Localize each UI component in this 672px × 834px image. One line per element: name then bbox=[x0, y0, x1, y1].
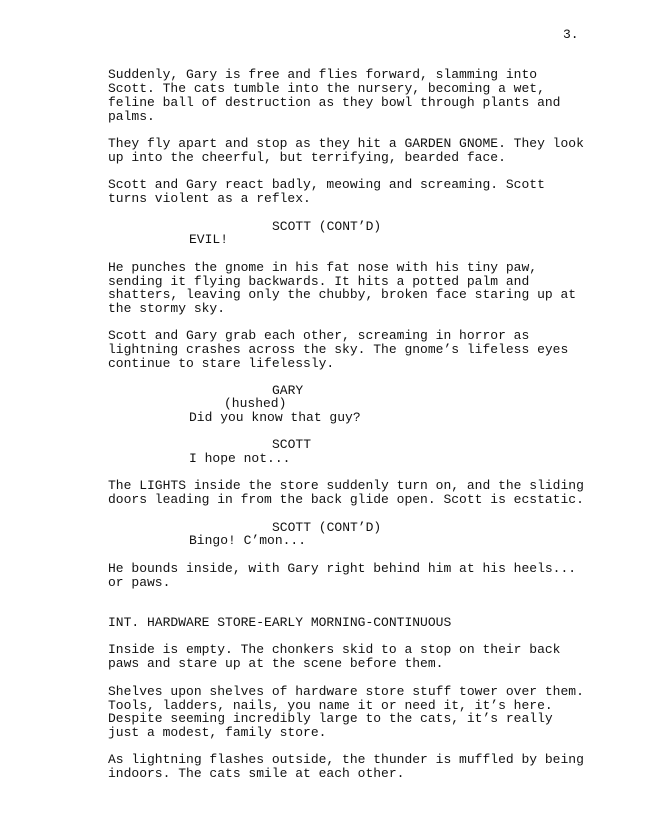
action-line: sending it flying backwards. It hits a potted palm and bbox=[108, 274, 530, 289]
action-line: palms. bbox=[108, 109, 155, 124]
action-line: He punches the gnome in his fat nose with his tiny paw, bbox=[108, 260, 538, 275]
action-line: Shelves upon shelves of hardware store stuff tower over them. bbox=[108, 684, 584, 699]
dialogue-line: I hope not... bbox=[189, 451, 291, 466]
action-line: Despite seeming incredibly large to the cats, it’s really bbox=[108, 711, 553, 726]
action-line: feline ball of destruction as they bowl through plants and bbox=[108, 95, 561, 110]
action-line: continue to stare lifelessly. bbox=[108, 356, 335, 371]
scene-heading: INT. HARDWARE STORE-EARLY MORNING-CONTINUOUS bbox=[108, 615, 452, 630]
character-cue: SCOTT bbox=[272, 437, 312, 452]
action-line: Scott and Gary grab each other, screaming in horror as bbox=[108, 328, 530, 343]
action-line: Tools, ladders, nails, you name it or need it, it’s here. bbox=[108, 698, 553, 713]
action-line: turns violent as a reflex. bbox=[108, 191, 311, 206]
action-line: indoors. The cats smile at each other. bbox=[108, 766, 405, 781]
action-line: Inside is empty. The chonkers skid to a stop on their back bbox=[108, 642, 561, 657]
character-cue: SCOTT (CONT’D) bbox=[272, 520, 382, 535]
action-line: up into the cheerful, but terrifying, bearded face. bbox=[108, 150, 506, 165]
action-line: the stormy sky. bbox=[108, 301, 226, 316]
character-cue: GARY bbox=[272, 383, 304, 398]
dialogue-line: EVIL! bbox=[189, 232, 229, 247]
action-line: paws and stare up at the scene before them. bbox=[108, 656, 444, 671]
action-line: shatters, leaving only the chubby, broken face staring up at bbox=[108, 287, 577, 302]
page-number: 3. bbox=[563, 27, 579, 42]
dialogue-line: Bingo! C’mon... bbox=[189, 533, 307, 548]
action-line: lightning crashes across the sky. The gnome’s lifeless eyes bbox=[108, 342, 569, 357]
dialogue-line: Did you know that guy? bbox=[189, 410, 361, 425]
action-line: or paws. bbox=[108, 575, 171, 590]
action-line: He bounds inside, with Gary right behind him at his heels... bbox=[108, 561, 577, 576]
character-cue: SCOTT (CONT’D) bbox=[272, 219, 382, 234]
action-line: As lightning flashes outside, the thunder is muffled by being bbox=[108, 752, 584, 767]
action-line: The LIGHTS inside the store suddenly turn on, and the sliding bbox=[108, 478, 584, 493]
action-line: Suddenly, Gary is free and flies forward, slamming into bbox=[108, 67, 538, 82]
action-line: They fly apart and stop as they hit a GARDEN GNOME. They look bbox=[108, 136, 584, 151]
parenthetical: (hushed) bbox=[224, 396, 287, 411]
action-line: just a modest, family store. bbox=[108, 725, 327, 740]
action-line: doors leading in from the back glide open. Scott is ecstatic. bbox=[108, 492, 584, 507]
action-line: Scott and Gary react badly, meowing and screaming. Scott bbox=[108, 177, 545, 192]
action-line: Scott. The cats tumble into the nursery, becoming a wet, bbox=[108, 81, 545, 96]
